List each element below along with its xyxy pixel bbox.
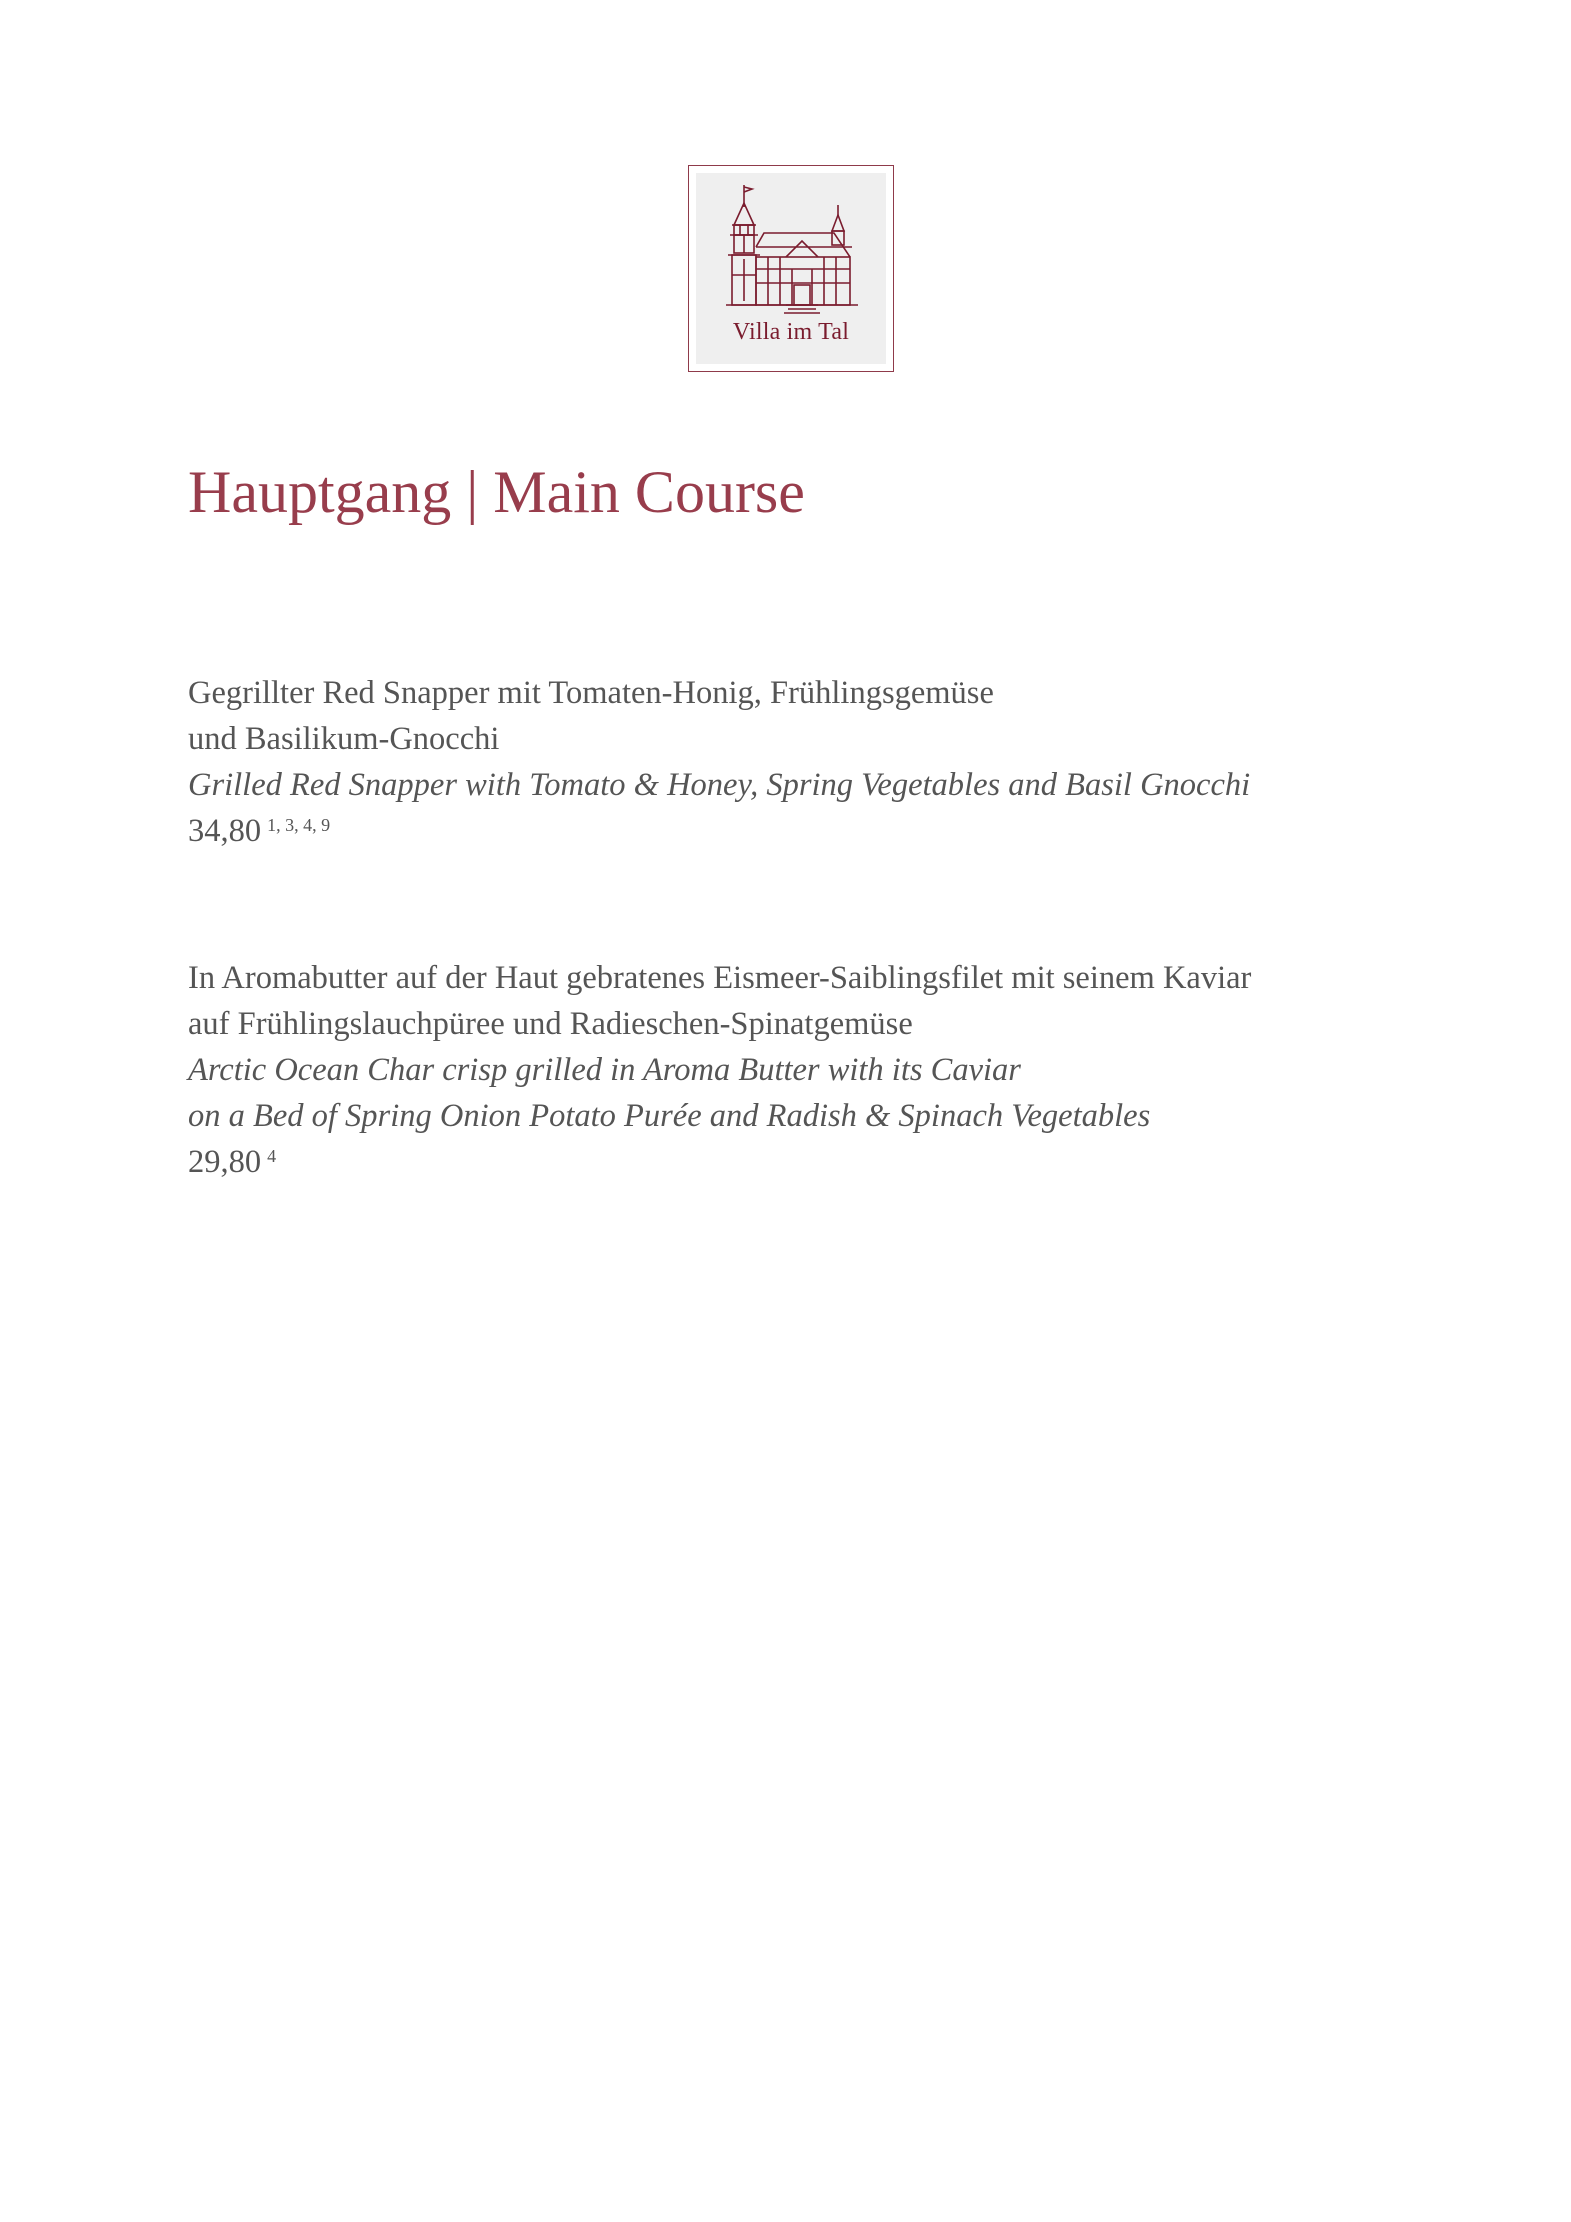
dish-name-de: und Basilikum-Gnocchi: [188, 721, 500, 757]
menu-item: [188, 955, 1251, 1185]
dish-name-de: Gegrillter Red Snapper mit Tomaten-Honig, Frühlingsgemüse: [188, 675, 994, 711]
dish-name-en: on a Bed of Spring Onion Potato Purée and Radish & Spinach Vegetables: [188, 1098, 1151, 1134]
price: 34,80: [188, 813, 262, 849]
allergen-codes: 4: [267, 1146, 277, 1166]
dish-name-en: Grilled Red Snapper with Tomato & Honey, Spring Vegetables and Basil Gnocchi: [188, 767, 1251, 803]
page-title: Hauptgang | Main Course: [188, 459, 805, 525]
price-line: [188, 1139, 1251, 1185]
logo-panel: [696, 173, 886, 364]
menu-item: [188, 670, 1250, 854]
price-line: [188, 808, 1250, 854]
brand-name: Villa im Tal: [732, 319, 850, 345]
dish-name-en: Arctic Ocean Char crisp grilled in Aroma Butter with its Caviar: [188, 1052, 1021, 1088]
price: 29,80: [188, 1144, 262, 1180]
logo: [688, 165, 894, 372]
dish-name-de: In Aromabutter auf der Haut gebratenes Eismeer-Saiblingsfilet mit seinem Kaviar: [188, 960, 1252, 996]
villa-building-icon: [716, 185, 868, 315]
allergen-codes: 1, 3, 4, 9: [267, 815, 331, 835]
dish-name-de: auf Frühlingslauchpüree und Radieschen-Spinatgemüse: [188, 1006, 913, 1042]
